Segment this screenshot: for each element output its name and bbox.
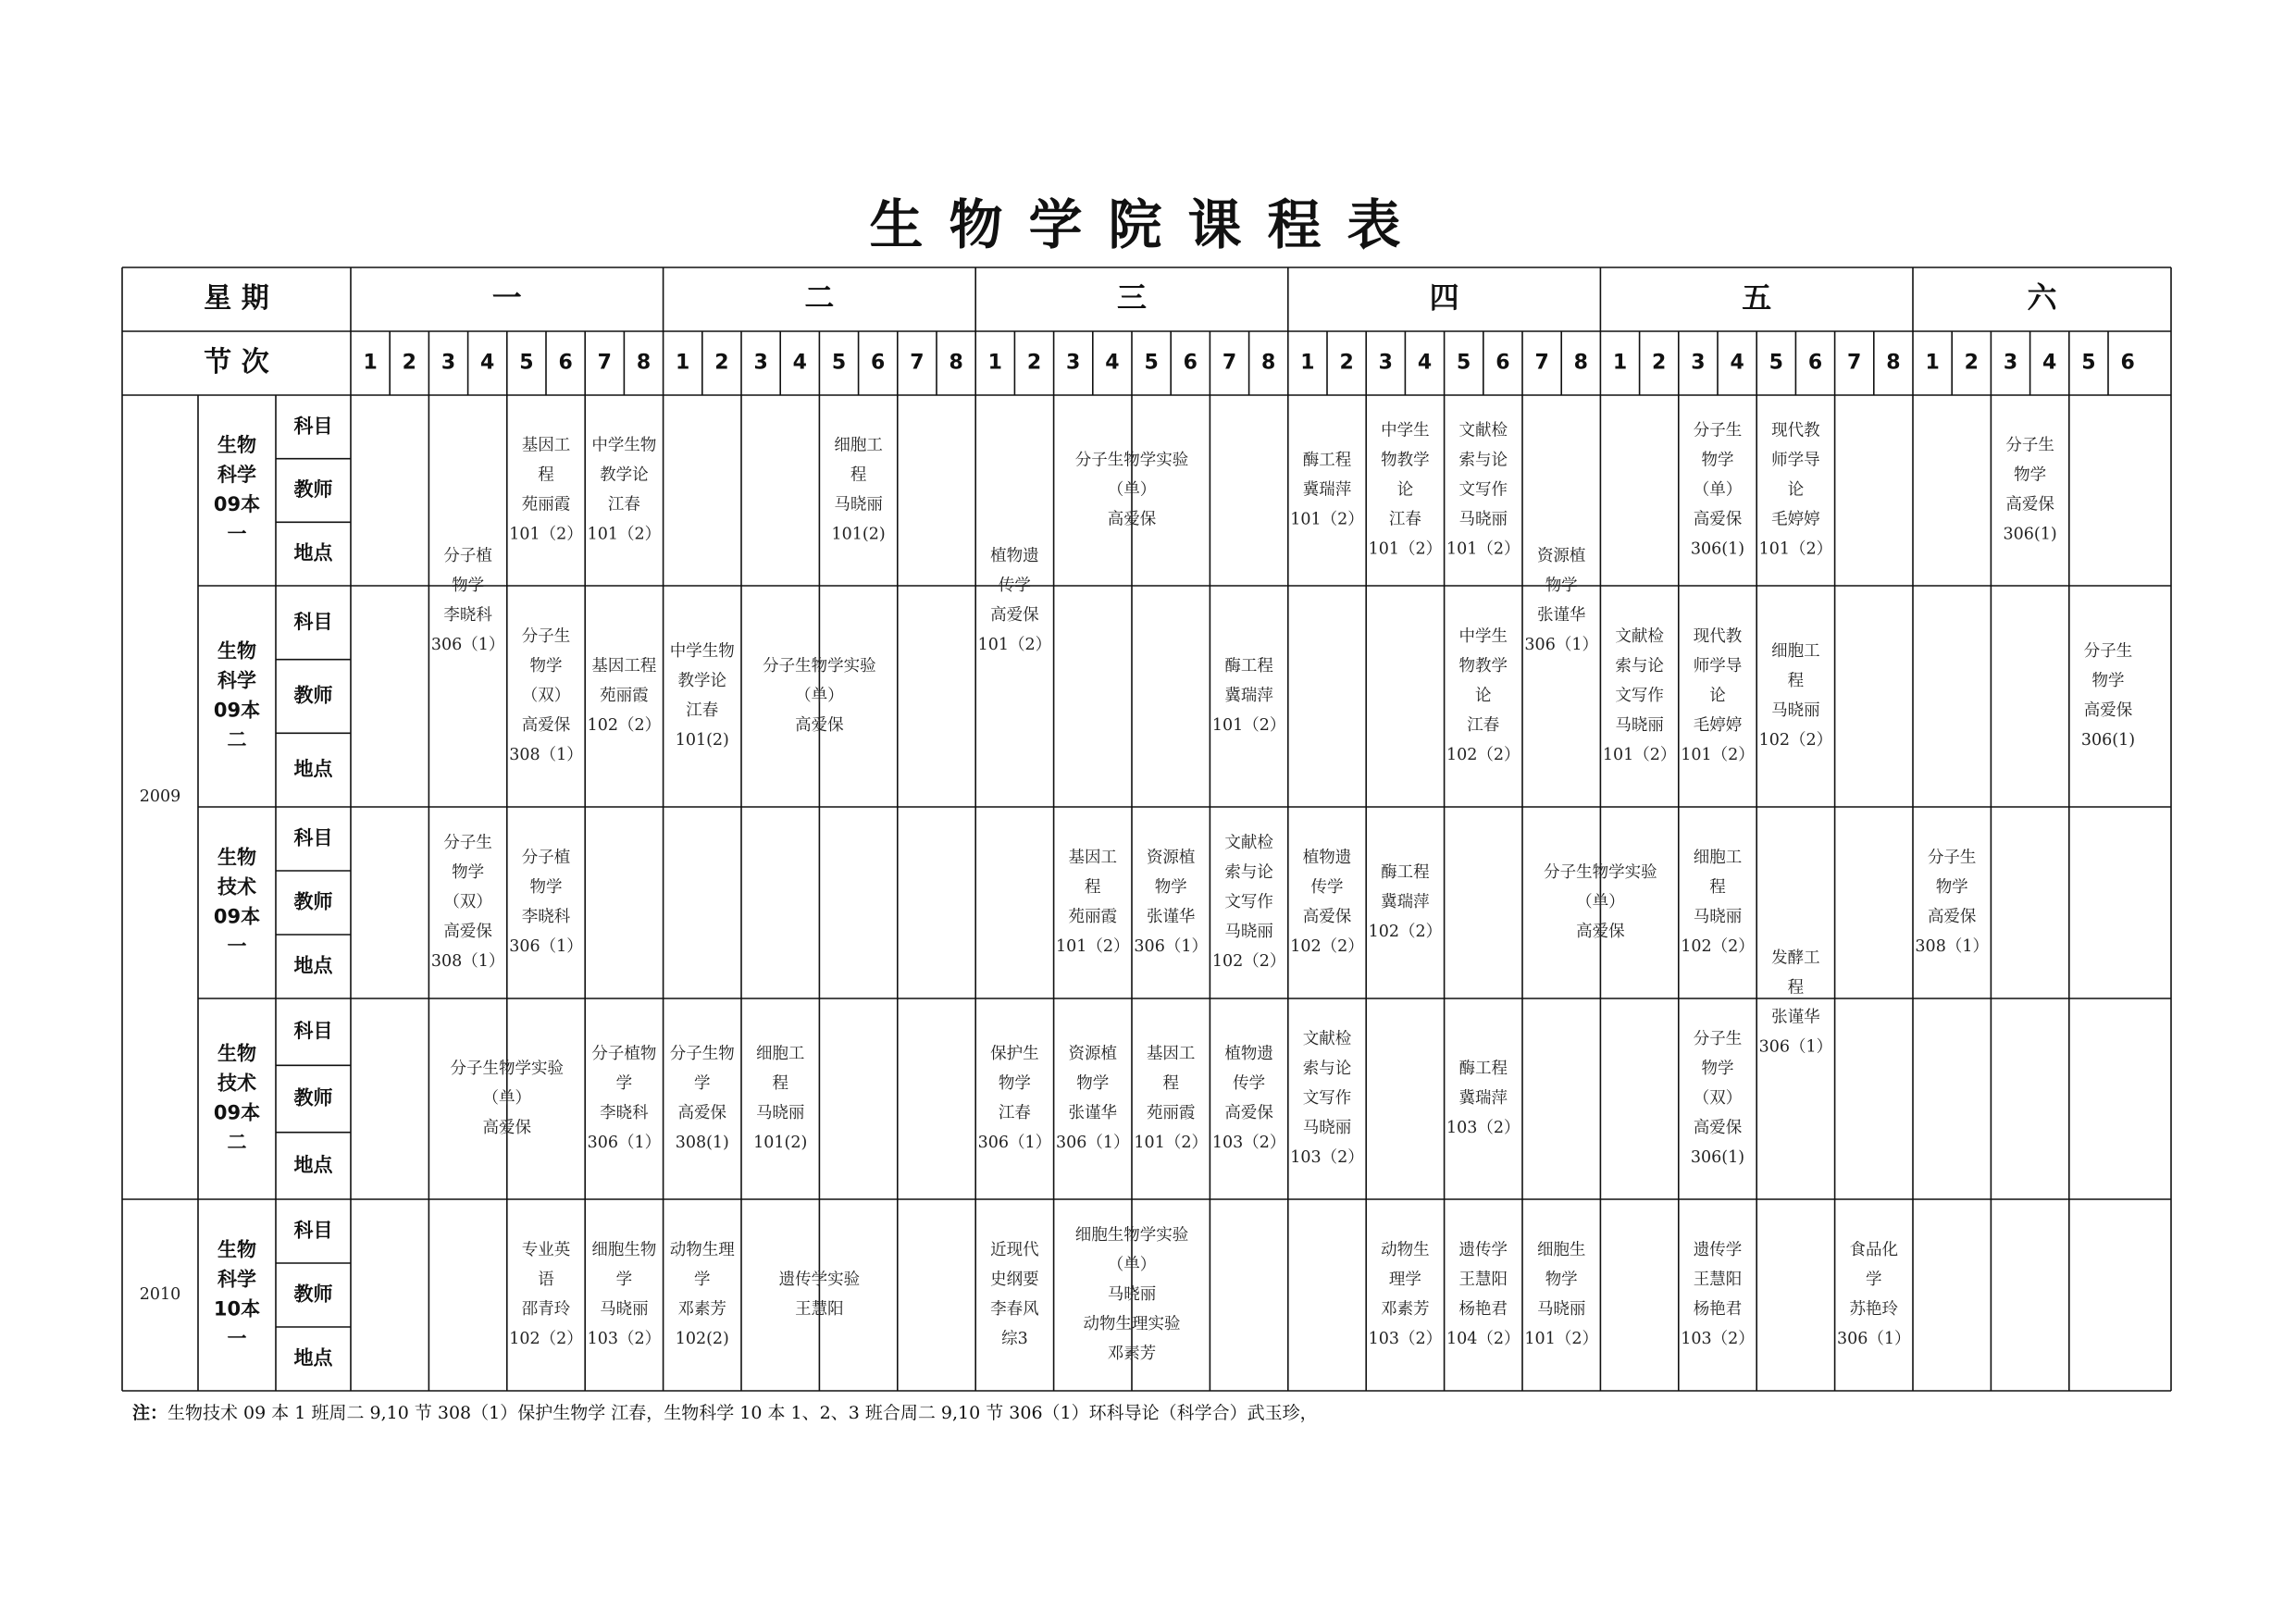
course-cell: 分子植物学李晓科 306（1） <box>509 849 583 956</box>
course-cell: 细胞工程马晓丽 102（2） <box>1681 849 1755 956</box>
course-cell: 植物遗传学高爱保 103（2） <box>1211 1045 1286 1152</box>
course-cell: 现代教师学导论毛婷婷 101（2） <box>1681 627 1755 764</box>
course-cell: 专业英语邵青玲 102（2） <box>509 1241 583 1348</box>
period-number: 2 <box>714 351 729 375</box>
period-number: 8 <box>636 351 652 375</box>
course-cell: 酶工程冀瑞萍 101（2） <box>1290 451 1364 529</box>
year-label-2009: 2009 <box>139 787 181 806</box>
row-label: 地点 <box>293 954 333 977</box>
period-number: 4 <box>1730 351 1744 375</box>
period-number: 8 <box>1261 351 1276 375</box>
period-number: 3 <box>441 351 456 375</box>
page-title: 生物学院课程表 <box>869 193 1427 256</box>
day-header-6: 六 <box>2027 279 2057 316</box>
course-cell: 资源植物学张谨华 306（1） <box>1524 547 1598 654</box>
period-number: 5 <box>519 351 534 375</box>
class-name: 生物科学 09本二 <box>213 639 261 751</box>
period-number: 8 <box>1573 351 1588 375</box>
period-number: 1 <box>1925 351 1940 375</box>
course-cell: 细胞生物学实验（单）马晓丽动物生理实验邓素芳 <box>1074 1226 1189 1363</box>
period-number: 3 <box>2003 351 2018 375</box>
period-number: 4 <box>1417 351 1433 375</box>
period-number: 6 <box>871 351 886 375</box>
course-cell: 中学生物教学论江春 101（2） <box>587 436 662 544</box>
day-header-1: 一 <box>491 279 522 316</box>
course-cell: 遗传学王慧阳杨艳君 103（2） <box>1681 1241 1755 1348</box>
course-cell: 分子植物学李晓科 306（1） <box>587 1045 662 1152</box>
course-cell: 分子生物学高爱保 308(1) <box>669 1045 735 1152</box>
period-number: 8 <box>949 351 963 375</box>
class-name: 生物科学 09本一 <box>213 434 261 545</box>
row-label: 教师 <box>293 1086 333 1110</box>
course-cell: 文献检索与论文写作马晓丽 101（2） <box>1602 627 1677 764</box>
course-cell: 中学生物教学论江春 101（2） <box>1368 421 1443 559</box>
row-label: 教师 <box>293 1283 333 1306</box>
course-cell: 酶工程冀瑞萍 101（2） <box>1211 657 1286 735</box>
course-cell: 分子生物学实验（单）高爱保 <box>763 657 876 735</box>
course-cell: 植物遗传学高爱保 101（2） <box>977 547 1052 654</box>
course-cell: 细胞生物学马晓丽 101（2） <box>1524 1241 1598 1348</box>
period-number: 5 <box>1457 351 1471 375</box>
course-cell: 保护生物学江春 306（1） <box>977 1045 1052 1152</box>
period-number: 1 <box>1612 351 1628 375</box>
period-number: 4 <box>1105 351 1120 375</box>
period-number: 3 <box>1691 351 1706 375</box>
period-number: 6 <box>1183 351 1198 375</box>
period-number: 2 <box>1339 351 1354 375</box>
row-label: 地点 <box>293 541 333 564</box>
row-label: 科目 <box>293 826 333 849</box>
course-cell: 酶工程冀瑞萍 102（2） <box>1368 863 1443 941</box>
period-number: 3 <box>1066 351 1081 375</box>
day-header-4: 四 <box>1429 279 1459 316</box>
course-cell: 植物遗传学高爱保 102（2） <box>1290 849 1364 956</box>
course-cell: 分子生物学高爱保 306(1) <box>2003 436 2057 544</box>
course-cell: 细胞工程马晓丽 101(2) <box>831 436 886 544</box>
period-number: 1 <box>987 351 1002 375</box>
day-header-3: 三 <box>1116 279 1148 316</box>
grid-text <box>140 280 2135 1370</box>
course-cell: 基因工程苑丽霞 102（2） <box>587 657 662 735</box>
course-cell: 动物生理学邓素芳 102(2) <box>669 1241 735 1348</box>
course-cell: 分子生物学实验（单）高爱保 <box>1544 863 1657 941</box>
class-name: 生物技术 09本一 <box>213 846 261 958</box>
course-cell: 分子生物学高爱保 308（1） <box>1915 849 1989 956</box>
period-number: 4 <box>2042 351 2057 375</box>
period-number: 8 <box>1886 351 1901 375</box>
row-label: 科目 <box>293 415 333 438</box>
row-label: 地点 <box>293 1153 333 1176</box>
course-cell: 基因工程苑丽霞 101（2） <box>1056 849 1130 956</box>
period-number: 7 <box>1222 351 1237 375</box>
period-number: 5 <box>831 351 847 375</box>
course-cell: 分子生物学高爱保 306(1) <box>2080 642 2136 750</box>
period-number: 4 <box>792 351 807 375</box>
period-number: 2 <box>1964 351 1979 375</box>
course-cell: 遗传学实验王慧阳 <box>778 1271 861 1319</box>
course-cell: 细胞工程马晓丽 102（2） <box>1758 642 1833 750</box>
course-cell: 分子植物学李晓科 306（1） <box>430 547 505 654</box>
class-name: 生物技术 09本二 <box>213 1042 261 1154</box>
course-cell: 分子生物学（双）高爱保 308（1） <box>509 627 583 764</box>
course-cell: 食品化学苏艳玲 306（1） <box>1837 1241 1911 1348</box>
row-label: 科目 <box>293 610 333 633</box>
course-cell: 资源植物学张谨华 306（1） <box>1134 849 1208 956</box>
period-number: 3 <box>1378 351 1393 375</box>
class-name: 生物科学 10本一 <box>213 1238 261 1350</box>
course-cell: 资源植物学张谨华 306（1） <box>1056 1045 1130 1152</box>
course-cell: 分子生物学（单）高爱保 306(1) <box>1690 421 1745 559</box>
course-cell: 分子生物学实验（单）高爱保 <box>450 1060 565 1137</box>
course-cell: 现代教师学导论毛婷婷 101（2） <box>1758 421 1833 559</box>
course-cell: 分子生物学（双）高爱保 306(1) <box>1690 1030 1745 1167</box>
day-header-2: 二 <box>804 279 835 316</box>
period-number: 7 <box>1847 351 1862 375</box>
period-number: 2 <box>1652 351 1667 375</box>
course-cell: 基因工程苑丽霞 101（2） <box>1134 1045 1208 1152</box>
period-number: 5 <box>2081 351 2096 375</box>
course-cell: 酶工程冀瑞萍 103（2） <box>1446 1060 1520 1137</box>
period-number: 5 <box>1144 351 1159 375</box>
period-number: 6 <box>1496 351 1510 375</box>
period-number: 7 <box>1534 351 1549 375</box>
course-cell: 分子生物学实验（单）高爱保 <box>1074 451 1189 529</box>
row-label: 教师 <box>293 890 333 913</box>
course-cell: 细胞生物学马晓丽 103（2） <box>587 1241 662 1348</box>
row-label: 地点 <box>293 758 333 781</box>
year-label-2010: 2010 <box>139 1285 181 1304</box>
period-number: 7 <box>597 351 612 375</box>
period-number: 6 <box>2120 351 2135 375</box>
row-label: 教师 <box>293 478 333 501</box>
period-header-label: 节 次 <box>204 346 269 378</box>
week-header-label: 星 期 <box>204 282 269 315</box>
course-cell: 基因工程苑丽霞 101（2） <box>509 436 583 544</box>
course-cell: 文献检索与论文写作马晓丽 101（2） <box>1446 421 1520 559</box>
course-cell: 分子生物学（双）高爱保 308（1） <box>430 834 505 971</box>
period-number: 5 <box>1769 351 1783 375</box>
period-number: 2 <box>402 351 416 375</box>
footnote-label: 注： <box>132 1403 168 1423</box>
course-cell: 动物生理学邓素芳 103（2） <box>1368 1241 1443 1348</box>
period-number: 7 <box>910 351 925 375</box>
period-number: 1 <box>1300 351 1315 375</box>
row-label: 地点 <box>293 1346 333 1370</box>
course-cell: 文献检索与论文写作马晓丽 102（2） <box>1211 834 1286 971</box>
grid-lines <box>122 267 2171 1391</box>
period-number: 6 <box>558 351 573 375</box>
period-number: 3 <box>753 351 768 375</box>
course-cell: 遗传学王慧阳杨艳君 104（2） <box>1446 1241 1520 1348</box>
course-cell: 文献检索与论文写作马晓丽 103（2） <box>1290 1030 1364 1167</box>
footnote <box>132 1399 1318 1424</box>
course-cell: 中学生物教学论江春 102（2） <box>1446 627 1520 764</box>
row-label: 科目 <box>293 1020 333 1043</box>
day-header-5: 五 <box>1742 279 1772 316</box>
footnote-text: 生物技术 09 本 1 班周二 9,10 节 308（1）保护生物学 江春，生物科学 10 本 1、2、3 班合周二 9,10 节 306（1）环科导论（科学合）武玉珍， <box>168 1403 1318 1423</box>
course-cell: 细胞工程马晓丽 101(2) <box>753 1045 808 1152</box>
row-label: 科目 <box>293 1219 333 1242</box>
course-cell: 发酵工程张谨华 306（1） <box>1758 948 1833 1057</box>
period-number: 1 <box>363 351 378 375</box>
course-cell: 中学生物教学论江春 101(2) <box>669 642 735 750</box>
row-label: 教师 <box>293 684 333 707</box>
period-number: 4 <box>480 351 495 375</box>
period-number: 6 <box>1807 351 1823 375</box>
course-cell: 近现代史纲要李春风综3 <box>990 1241 1039 1348</box>
period-number: 2 <box>1026 351 1042 375</box>
period-number: 1 <box>676 351 690 375</box>
